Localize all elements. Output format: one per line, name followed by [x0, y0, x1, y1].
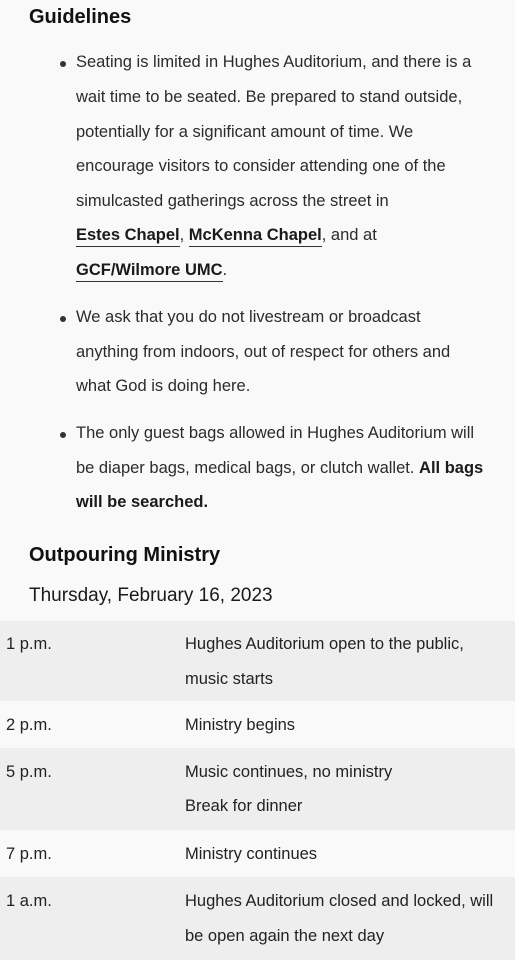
estes-chapel-link[interactable]: Estes Chapel — [76, 226, 180, 247]
guideline-item-livestream — [60, 305, 500, 405]
schedule-time: 5 p.m. — [6, 763, 52, 781]
period-text: . — [222, 261, 228, 279]
guideline-text-line: The only guest bags allowed in Hughes Auditorium will — [76, 424, 475, 442]
schedule-row — [0, 830, 515, 877]
bags-searched-emphasis: All bags — [419, 459, 484, 477]
schedule-activity: be open again the next day — [185, 927, 385, 945]
guideline-text-line: We ask that you do not livestream or broadcast — [76, 308, 421, 326]
separator-text: , and at — [321, 226, 377, 244]
schedule-time: 2 p.m. — [6, 716, 52, 734]
guideline-text-line: potentially for a significant amount of time. We — [76, 123, 414, 141]
schedule-activity: Ministry begins — [185, 716, 296, 734]
schedule-row — [0, 701, 515, 748]
guideline-text-line: encourage visitors to consider attending one of the — [76, 157, 446, 175]
guideline-text-line: Seating is limited in Hughes Auditorium, and there is a — [76, 53, 472, 71]
guideline-text-line: simulcasted gatherings across the street in — [76, 192, 389, 210]
schedule-activity: Ministry continues — [185, 845, 318, 863]
schedule-activity: Music continues, no ministry — [185, 763, 393, 781]
guidelines-heading: Guidelines — [29, 6, 132, 28]
outpouring-ministry-heading: Outpouring Ministry — [29, 544, 221, 566]
guideline-text-line: wait time to be seated. Be prepared to stand outside, — [76, 88, 463, 106]
schedule-row — [0, 621, 515, 701]
separator-text: , — [179, 226, 189, 244]
schedule-activity: Break for dinner — [185, 797, 303, 815]
schedule-row — [0, 877, 515, 960]
gcf-wilmore-umc-link[interactable]: GCF/Wilmore UMC — [76, 261, 223, 282]
guideline-text-line: anything from indoors, out of respect for others and — [76, 343, 451, 361]
guideline-item-bags — [60, 421, 500, 521]
guideline-text: be diaper bags, medical bags, or clutch wallet. — [76, 459, 420, 477]
schedule-activity: Hughes Auditorium open to the public, — [185, 635, 464, 653]
guideline-links-line — [76, 225, 377, 245]
schedule-time: 1 p.m. — [6, 635, 52, 653]
mckenna-chapel-link[interactable]: McKenna Chapel — [189, 226, 322, 247]
schedule-date: Thursday, February 16, 2023 — [29, 585, 273, 606]
schedule-time: 7 p.m. — [6, 845, 52, 863]
guideline-text-line — [76, 458, 483, 478]
guideline-text-line: what God is doing here. — [76, 377, 251, 395]
schedule-activity: Hughes Auditorium closed and locked, will — [185, 892, 494, 910]
guideline-item-seating — [60, 50, 500, 290]
bags-searched-emphasis: will be searched. — [76, 493, 209, 511]
schedule-row — [0, 748, 515, 830]
schedule-time: 1 a.m. — [6, 892, 52, 910]
guideline-links-line — [76, 260, 227, 280]
schedule-activity: music starts — [185, 670, 274, 688]
